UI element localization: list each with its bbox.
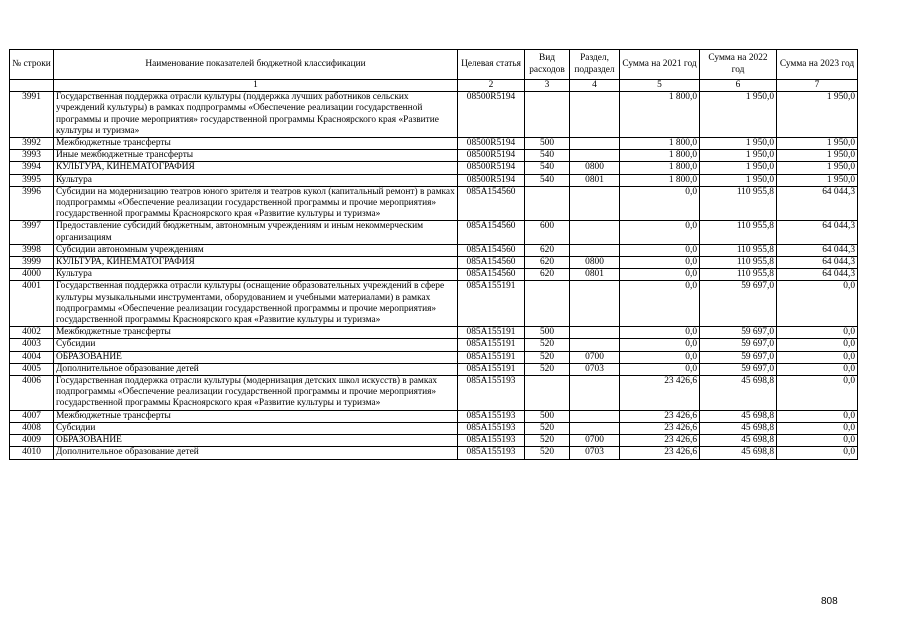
row-vid: 520 [525,363,570,375]
column-number: 1 [54,80,458,92]
header-row-no: № строки [10,50,54,80]
row-sum-2022: 59 697,0 [700,351,777,363]
row-number: 3997 [10,221,54,244]
budget-table [9,49,858,460]
row-sum-2021: 1 800,0 [620,162,700,174]
row-target-code: 085A155193 [458,410,525,422]
row-razdel [570,186,620,221]
row-razdel [570,422,620,434]
row-sum-2022: 110 955,8 [700,244,777,256]
header-row [10,50,858,80]
row-target-code: 085A154560 [458,244,525,256]
row-sum-2021: 0,0 [620,221,700,244]
row-name: Межбюджетные трансферты [54,327,458,339]
row-sum-2023: 1 950,0 [777,92,858,138]
row-vid: 540 [525,150,570,162]
page-number: 808 [821,596,838,607]
row-sum-2021: 0,0 [620,186,700,221]
table-body [10,92,858,459]
column-number: 4 [570,80,620,92]
row-sum-2022: 45 698,8 [700,435,777,447]
row-target-code: 085A154560 [458,186,525,221]
row-razdel [570,281,620,327]
row-vid [525,186,570,221]
row-sum-2022: 59 697,0 [700,327,777,339]
row-name: ОБРАЗОВАНИЕ [54,435,458,447]
row-target-code: 08500R5194 [458,150,525,162]
row-number: 3993 [10,150,54,162]
row-sum-2021: 0,0 [620,339,700,351]
column-number: 7 [777,80,858,92]
row-razdel: 0700 [570,351,620,363]
row-vid: 540 [525,162,570,174]
row-sum-2023: 64 044,3 [777,269,858,281]
row-name: Субсидии на модернизацию театров юного зрителя и театров кукол (капитальный ремонт) в рамках подпрограммы «Обеспечение реализации государственной программы и прочие мероприятия» государственной программы Красноярского края «Развитие культуры и туризма» [54,186,458,221]
row-sum-2023: 64 044,3 [777,221,858,244]
row-sum-2021: 1 800,0 [620,92,700,138]
row-number: 4007 [10,410,54,422]
column-number-blank [10,80,54,92]
row-number: 3999 [10,257,54,269]
row-razdel: 0800 [570,162,620,174]
row-target-code: 085A155193 [458,422,525,434]
row-sum-2022: 45 698,8 [700,422,777,434]
row-target-code: 085A155193 [458,447,525,459]
row-number: 4006 [10,376,54,411]
row-sum-2021: 23 426,6 [620,422,700,434]
row-number: 4008 [10,422,54,434]
column-number: 5 [620,80,700,92]
row-name: КУЛЬТУРА, КИНЕМАТОГРАФИЯ [54,257,458,269]
header-target: Целевая статья [458,50,525,80]
row-number: 4000 [10,269,54,281]
row-name: Субсидии [54,422,458,434]
row-sum-2022: 59 697,0 [700,339,777,351]
row-number: 4002 [10,327,54,339]
row-target-code: 085A155191 [458,351,525,363]
row-sum-2022: 110 955,8 [700,269,777,281]
row-sum-2022: 45 698,8 [700,376,777,411]
table-row [10,351,858,363]
row-target-code: 08500R5194 [458,162,525,174]
row-sum-2023: 1 950,0 [777,138,858,150]
table-row [10,221,858,244]
row-sum-2022: 110 955,8 [700,257,777,269]
row-sum-2022: 45 698,8 [700,410,777,422]
row-razdel: 0800 [570,257,620,269]
row-sum-2023: 64 044,3 [777,244,858,256]
row-vid: 620 [525,244,570,256]
row-number: 3998 [10,244,54,256]
row-target-code: 085A155193 [458,435,525,447]
table-row [10,186,858,221]
table-row [10,447,858,459]
row-sum-2021: 1 800,0 [620,150,700,162]
row-target-code: 085A155193 [458,376,525,411]
row-sum-2022: 1 950,0 [700,162,777,174]
row-vid: 520 [525,447,570,459]
row-target-code: 08500R5194 [458,174,525,186]
table-row [10,92,858,138]
row-vid: 540 [525,174,570,186]
row-sum-2022: 110 955,8 [700,221,777,244]
header-sum-2022: Сумма на 2022 год [700,50,777,80]
row-name: Культура [54,174,458,186]
row-razdel [570,244,620,256]
row-vid: 520 [525,422,570,434]
row-target-code: 085A155191 [458,363,525,375]
row-name: Иные межбюджетные трансферты [54,150,458,162]
row-target-code: 085A154560 [458,257,525,269]
row-sum-2022: 59 697,0 [700,363,777,375]
row-name: Дополнительное образование детей [54,447,458,459]
row-sum-2021: 23 426,6 [620,410,700,422]
row-vid [525,376,570,411]
row-name: Субсидии [54,339,458,351]
row-razdel [570,221,620,244]
row-sum-2021: 0,0 [620,257,700,269]
header-sum-2023: Сумма на 2023 год [777,50,858,80]
row-sum-2023: 64 044,3 [777,186,858,221]
row-name: ОБРАЗОВАНИЕ [54,351,458,363]
table-row [10,435,858,447]
row-name: Государственная поддержка отрасли культуры (модернизация детских школ искусств) в рамках подпрограммы «Обеспечение реализации государственной программы и прочие мероприятия» государственной программы Красноярского края «Развитие культуры и туризма» [54,376,458,411]
table-row [10,174,858,186]
row-sum-2021: 23 426,6 [620,376,700,411]
row-razdel: 0700 [570,435,620,447]
row-name: Дополнительное образование детей [54,363,458,375]
row-sum-2022: 59 697,0 [700,281,777,327]
row-sum-2021: 23 426,6 [620,435,700,447]
table-row [10,244,858,256]
row-sum-2023: 1 950,0 [777,150,858,162]
header-razdel: Раздел, подраздел [570,50,620,80]
row-razdel [570,327,620,339]
row-vid [525,92,570,138]
row-sum-2022: 1 950,0 [700,150,777,162]
table-row [10,150,858,162]
row-vid: 600 [525,221,570,244]
row-razdel: 0703 [570,363,620,375]
row-vid: 500 [525,410,570,422]
row-vid: 520 [525,351,570,363]
row-razdel [570,376,620,411]
row-sum-2021: 0,0 [620,363,700,375]
row-razdel [570,138,620,150]
row-sum-2023: 0,0 [777,422,858,434]
row-razdel [570,92,620,138]
column-number: 2 [458,80,525,92]
table-row [10,363,858,375]
row-target-code: 085A154560 [458,221,525,244]
row-sum-2023: 0,0 [777,447,858,459]
row-target-code: 085A155191 [458,327,525,339]
row-name: Государственная поддержка отрасли культуры (поддержка лучших работников сельских учреждений культуры) в рамках подпрограммы «Обеспечение реализации государственной программы и прочие мероприятия» государственной программы Красноярского края «Развитие культуры и туризма» [54,92,458,138]
row-number: 3995 [10,174,54,186]
row-sum-2021: 1 800,0 [620,174,700,186]
row-sum-2022: 45 698,8 [700,447,777,459]
row-target-code: 085A154560 [458,269,525,281]
row-razdel [570,339,620,351]
row-razdel: 0801 [570,269,620,281]
table-row [10,327,858,339]
row-vid: 620 [525,269,570,281]
table-row [10,339,858,351]
column-number-row [10,80,858,92]
table-row [10,269,858,281]
row-razdel: 0703 [570,447,620,459]
row-sum-2022: 1 950,0 [700,174,777,186]
table-row [10,376,858,411]
table-row [10,257,858,269]
row-sum-2023: 0,0 [777,410,858,422]
row-vid: 500 [525,138,570,150]
row-number: 4010 [10,447,54,459]
table-row [10,410,858,422]
column-number: 6 [700,80,777,92]
row-sum-2023: 1 950,0 [777,162,858,174]
row-name: Субсидии автономным учреждениям [54,244,458,256]
row-sum-2023: 0,0 [777,435,858,447]
row-number: 4009 [10,435,54,447]
row-number: 3992 [10,138,54,150]
row-target-code: 08500R5194 [458,138,525,150]
row-name: Межбюджетные трансферты [54,138,458,150]
row-sum-2022: 110 955,8 [700,186,777,221]
row-sum-2023: 0,0 [777,363,858,375]
row-number: 3996 [10,186,54,221]
row-name: Государственная поддержка отрасли культуры (оснащение образовательных учреждений в сфере культуры музыкальными инструментами, оборудованием и учебными материалами) в рамках подпрограммы «Обеспечение реализации государственной программы и прочие мероприятия» государственной программы Красноярского края «Развитие культуры и туризма» [54,281,458,327]
row-number: 4003 [10,339,54,351]
row-name: КУЛЬТУРА, КИНЕМАТОГРАФИЯ [54,162,458,174]
row-vid: 620 [525,257,570,269]
row-razdel [570,410,620,422]
row-sum-2021: 0,0 [620,269,700,281]
column-number: 3 [525,80,570,92]
row-vid: 520 [525,339,570,351]
row-sum-2022: 1 950,0 [700,138,777,150]
row-sum-2023: 0,0 [777,327,858,339]
header-sum-2021: Сумма на 2021 год [620,50,700,80]
row-razdel [570,150,620,162]
row-sum-2023: 0,0 [777,281,858,327]
table-row [10,422,858,434]
header-vid: Вид расходов [525,50,570,80]
table-row [10,281,858,327]
row-target-code: 085A155191 [458,339,525,351]
header-name: Наименование показателей бюджетной классификации [54,50,458,80]
row-name: Межбюджетные трансферты [54,410,458,422]
row-number: 4001 [10,281,54,327]
row-sum-2023: 0,0 [777,339,858,351]
row-sum-2021: 0,0 [620,244,700,256]
row-sum-2023: 0,0 [777,376,858,411]
row-sum-2023: 0,0 [777,351,858,363]
row-sum-2021: 0,0 [620,327,700,339]
row-target-code: 085A155191 [458,281,525,327]
row-sum-2021: 0,0 [620,281,700,327]
row-number: 3991 [10,92,54,138]
row-vid: 500 [525,327,570,339]
row-sum-2022: 1 950,0 [700,92,777,138]
row-sum-2021: 0,0 [620,351,700,363]
row-name: Культура [54,269,458,281]
row-razdel: 0801 [570,174,620,186]
row-number: 4005 [10,363,54,375]
row-number: 4004 [10,351,54,363]
row-target-code: 08500R5194 [458,92,525,138]
row-number: 3994 [10,162,54,174]
table-row [10,138,858,150]
row-sum-2021: 1 800,0 [620,138,700,150]
row-vid: 520 [525,435,570,447]
row-sum-2023: 64 044,3 [777,257,858,269]
table-row [10,162,858,174]
row-name: Предоставление субсидий бюджетным, автономным учреждениям и иным некоммерческим организациям [54,221,458,244]
row-sum-2023: 1 950,0 [777,174,858,186]
row-sum-2021: 23 426,6 [620,447,700,459]
row-vid [525,281,570,327]
